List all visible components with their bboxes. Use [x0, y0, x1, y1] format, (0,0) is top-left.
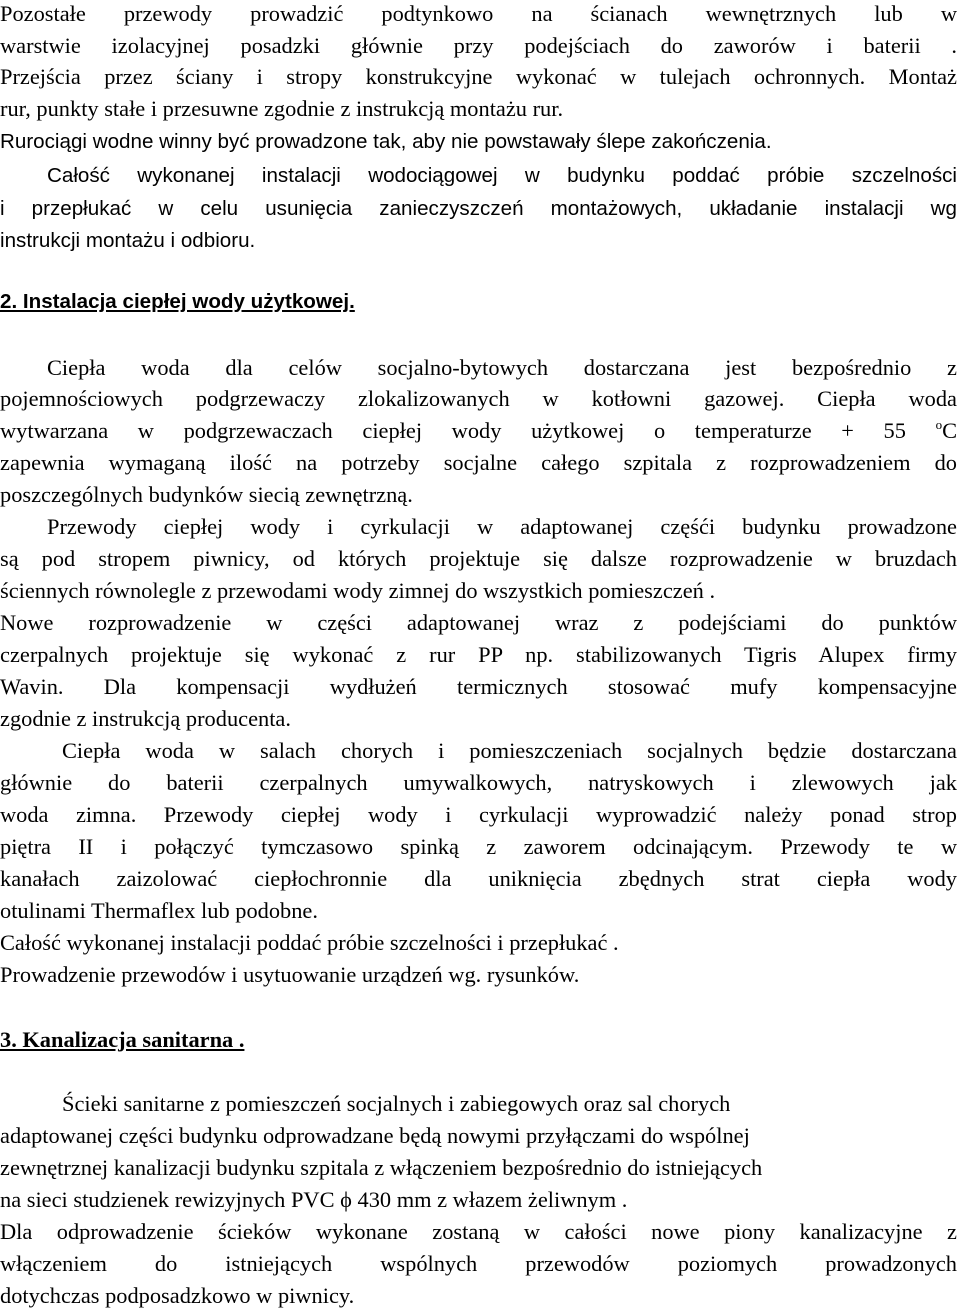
- text-line: na sieci studzienek rewizyjnych PVC ϕ 430 mm z włazem żeliwnym .: [0, 1187, 628, 1212]
- text-line: otulinami Thermaflex lub podobne.: [0, 898, 318, 923]
- text-line: pojemnościowych podgrzewaczy zlokalizowanych w kotłowni gazowej. Ciepła woda: [0, 386, 957, 411]
- text-line: warstwie izolacyjnej posadzki głównie przy podejściach do zaworów i baterii .: [0, 33, 957, 58]
- text-line: [0, 418, 957, 444]
- text-line: kanałach zaizolować ciepłochronnie dla uniknięcia zbędnych strat ciepła wody: [0, 866, 957, 891]
- temperature-unit: [936, 418, 957, 443]
- section-heading: 2. Instalacja ciepłej wody użytkowej.: [0, 290, 355, 313]
- text-line: Całość wykonanej instalacji wodociągowej w budynku poddać próbie szczelności: [47, 164, 957, 187]
- text-line: woda zimna. Przewody ciepłej wody i cyrkulacji wyprowadzić należy ponad strop: [0, 802, 957, 827]
- text-line: Przejścia przez ściany i stropy konstrukcyjne wykonać w tulejach ochronnych. Montaż: [0, 64, 957, 89]
- text-line: Przewody ciepłej wody i cyrkulacji w adaptowanej częśći budynku prowadzone: [47, 514, 957, 539]
- text-line: i przepłukać w celu usunięcia zanieczyszczeń montażowych, układanie instalacji wg: [0, 197, 957, 220]
- text-line: instrukcji montażu i odbioru.: [0, 229, 256, 252]
- text-line: głównie do baterii czerpalnych umywalkowych, natryskowych i zlewowych jak: [0, 770, 957, 795]
- text-line: ściennych równolegle z przewodami wody zimnej do wszystkich pomieszczeń .: [0, 578, 716, 603]
- text-line: Dla odprowadzenie ścieków wykonane zostaną w całości nowe piony kanalizacyjne z: [0, 1219, 957, 1244]
- text-line: Całość wykonanej instalacji poddać próbie szczelności i przepłukać .: [0, 930, 619, 955]
- degree-symbol: o: [935, 417, 943, 432]
- text-line: czerpalnych projektuje się wykonać z rur PP np. stabilizowanych Tigris Alupex firmy: [0, 642, 957, 667]
- text-line: rur, punkty stałe i przesuwne zgodnie z instrukcją montażu rur.: [0, 96, 564, 121]
- text-line: adaptowanej części budynku odprowadzane będą nowymi przyłączami do wspólnej: [0, 1123, 750, 1148]
- text-line: zapewnia wymaganą ilość na potrzeby socjalne całego szpitala z rozprowadzeniem do: [0, 450, 957, 475]
- text-line: Nowe rozprowadzenie w części adaptowanej wraz z podejściami do punktów: [0, 610, 957, 635]
- text-line: włączeniem do istniejących wspólnych przewodów poziomych prowadzonych: [0, 1251, 957, 1276]
- text-line: Ciepła woda dla celów socjalno-bytowych dostarczana jest bezpośrednio z: [47, 355, 957, 380]
- text-line: dotychczas podposadzkowo w piwnicy.: [0, 1283, 355, 1308]
- text-line: zewnętrznej kanalizacji budynku szpitala z włączeniem bezpośrednio do istniejących: [0, 1155, 763, 1180]
- text-line: Pozostałe przewody prowadzić podtynkowo na ścianach wewnętrznych lub w: [0, 1, 957, 26]
- section-heading: 3. Kanalizacja sanitarna .: [0, 1027, 245, 1052]
- text-line: poszczególnych budynków siecią zewnętrzną.: [0, 482, 413, 507]
- text-line: są pod stropem piwnicy, od których projektuje się dalsze rozprowadzenie w bruzdach: [0, 546, 957, 571]
- text-line: Ciepła woda w salach chorych i pomieszczeniach socjalnych będzie dostarczana: [62, 738, 957, 763]
- text-run: wytwarzana w podgrzewaczach ciepłej wody użytkowej o temperaturze + 55: [0, 418, 906, 443]
- text-line: Ścieki sanitarne z pomieszczeń socjalnych i zabiegowych oraz sal chorych: [62, 1091, 731, 1116]
- text-line: zgodnie z instrukcją producenta.: [0, 706, 291, 731]
- celsius-letter: C: [942, 418, 957, 443]
- text-line: piętra II i połączyć tymczasowo spinką z zaworem odcinającym. Przewody te w: [0, 834, 957, 859]
- text-line: Wavin. Dla kompensacji wydłużeń termicznych stosować mufy kompensacyjne: [0, 674, 957, 699]
- text-line: Rurociągi wodne winny być prowadzone tak, aby nie powstawały ślepe zakończenia.: [0, 130, 772, 153]
- text-line: Prowadzenie przewodów i usytuowanie urządzeń wg. rysunków.: [0, 962, 580, 987]
